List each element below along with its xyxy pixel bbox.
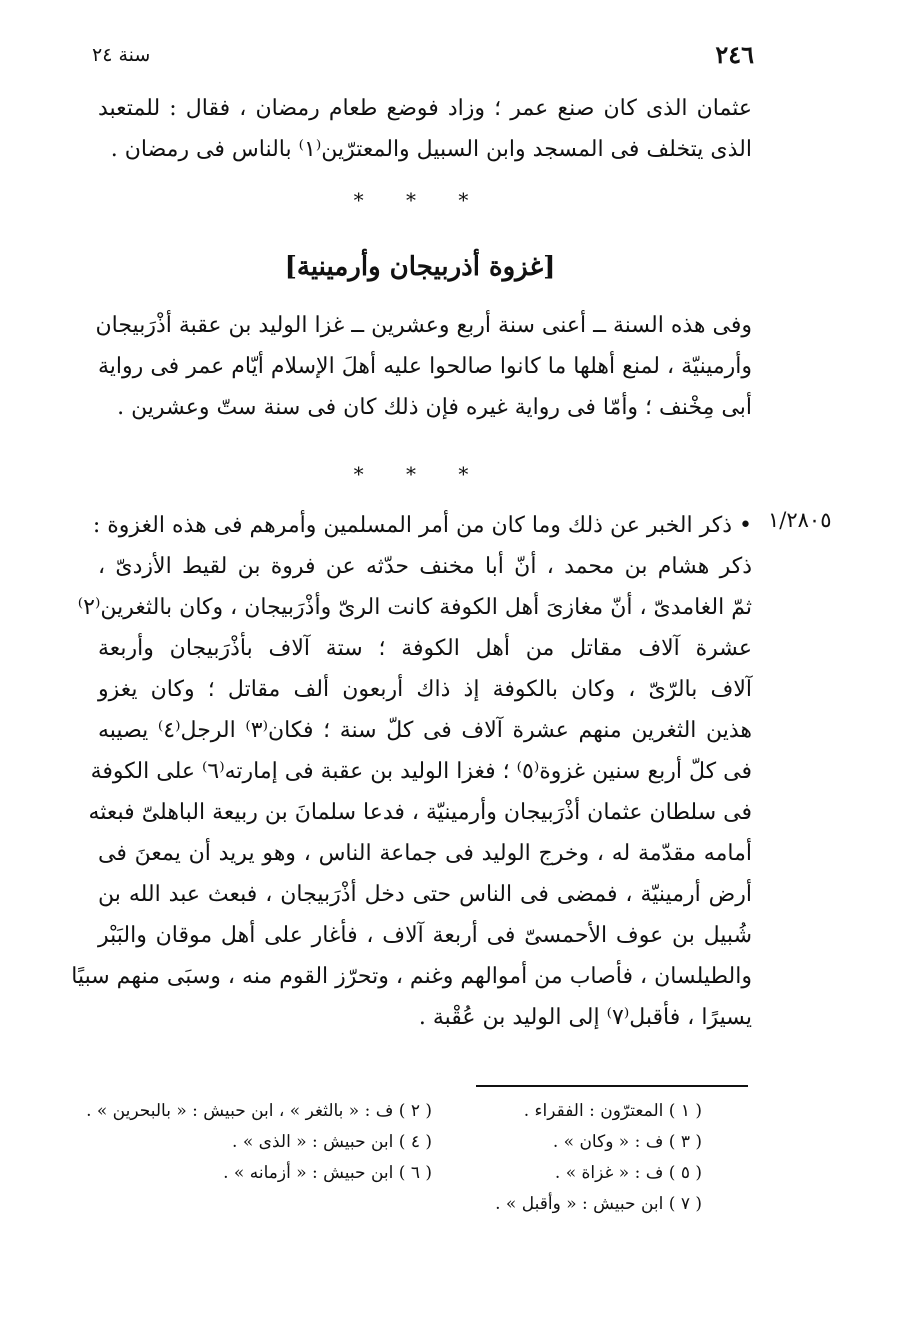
- footnote-6: ( ٦ ) ابن حبيش : « أزمانه » .: [223, 1163, 432, 1183]
- text-line: أمامه مقدّمة له ، وخرج الوليد فى جماعة الناس ، وهو يريد أن يمعنَ فى: [98, 841, 752, 866]
- running-header-year: سنة ٢٤: [92, 44, 151, 66]
- text-line: والطيلسان ، فأصاب من أموالهم وغنم ، وتحرّز القوم منه ، وسبَى منهم سبيًا: [71, 964, 752, 989]
- text-line: عثمان الذى كان صنع عمر ؛ وزاد فوضع طعام رمضان ، فقال : للمتعبد: [98, 96, 752, 121]
- text-line: أرض أرمينيّة ، فمضى فى الناس حتى دخل أذْرَبيجان ، فبعث عبد الله بن: [98, 882, 752, 907]
- text-line: الذى يتخلف فى المسجد وابن السبيل والمعترّين⁽١⁾ بالناس فى رمضان .: [110, 137, 752, 162]
- footnote-5: ( ٥ ) ف : « غزاة » .: [554, 1163, 702, 1183]
- text-line: ذكر هشام بن محمد ، أنّ أبا مخنف حدّثه عن فروة بن لقيط الأزدىّ ،: [98, 554, 752, 579]
- text-line: عشرة آلاف مقاتل من أهل الكوفة ؛ ستة آلاف بأذْرَبيجان وأربعة: [98, 636, 752, 661]
- text-line: فى سلطان عثمان أذْرَبيجان وأرمينيّة ، فدعا سلمانَ بن ربيعة الباهلىّ فبعثه: [88, 800, 752, 825]
- footnote-4: ( ٤ ) ابن حبيش : « الذى » .: [232, 1132, 432, 1152]
- section-separator: * * *: [353, 462, 487, 486]
- text-line: أبى مِخْنف ؛ وأمّا فى رواية غيره فإن ذلك كان فى سنة ستّ وعشرين .: [117, 395, 752, 420]
- text-line: هذين الثغرين منهم عشرة آلاف فى كلّ سنة ؛ فكان⁽٣⁾ الرجل⁽٤⁾ يصيبه: [98, 718, 753, 743]
- text-line: وفى هذه السنة ــ أعنى سنة أربع وعشرين ــ غزا الوليد بن عقبة أذْرَبيجان: [95, 313, 752, 338]
- footnote-2: ( ٢ ) ف : « بالثغر » ، ابن حبيش : « بالبحرين » .: [86, 1101, 432, 1121]
- paragraph-summary: [95, 305, 752, 428]
- text-line: فى كلّ أربع سنين غزوة⁽٥⁾ ؛ فغزا الوليد بن عقبة فى إمارته⁽٦⁾ على الكوفة: [90, 759, 752, 784]
- footnote-1: ( ١ ) المعترّون : الفقراء .: [523, 1101, 702, 1121]
- margin-reference: ١/٢٨٠٥: [768, 508, 832, 532]
- section-separator: * * *: [353, 188, 487, 212]
- paragraph-intro: [98, 88, 752, 170]
- text-line: وأرمينيّة ، لمنع أهلها ما كانوا صالحوا عليه أهلَ الإسلام أيّام عمر فى رواية: [98, 354, 752, 379]
- section-heading: [غزوة أذربيجان وأرمينية]: [284, 252, 556, 282]
- text-line: آلاف بالرّىّ ، وكان بالكوفة إذ ذاك أربعون ألف مقاتل ؛ وكان يغزو: [98, 677, 752, 702]
- text-line: • ذكر الخبر عن ذلك وما كان من أمر المسلمين وأمرهم فى هذه الغزوة :: [92, 513, 752, 538]
- text-line: شُبيل بن عوف الأحمسىّ فى أربعة آلاف ، فأغار على أهل موقان والبَبْر: [98, 923, 752, 948]
- footnote-7: ( ٧ ) ابن حبيش : « وأقبل » .: [495, 1194, 702, 1214]
- paragraph-narrative: [71, 505, 753, 1038]
- footnote-3: ( ٣ ) ف : « وكان » .: [552, 1132, 702, 1152]
- text-line: يسيرًا ، فأقبل⁽٧⁾ إلى الوليد بن عُقْبة .: [418, 1005, 752, 1030]
- footnote-divider: [476, 1085, 748, 1087]
- text-line: ثمّ الغامدىّ ، أنّ مغازىَ أهل الكوفة كانت الرىّ وأذْرَبيجان ، وكان بالثغرين⁽٢⁾: [77, 595, 752, 620]
- page-number: ٢٤٦: [715, 40, 754, 69]
